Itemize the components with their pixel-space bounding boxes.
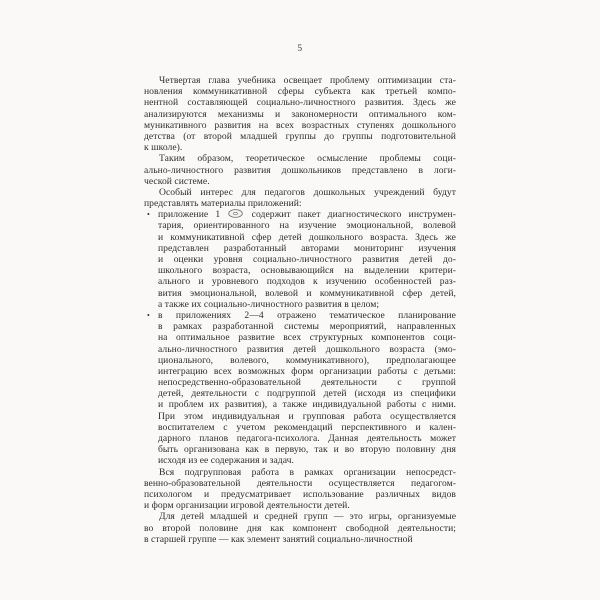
text-line: дарного планов педагога-психолога. Данная деятельность может: [158, 433, 456, 444]
text-line: а также их социально-личностного развития в целом;: [158, 298, 380, 310]
text-line: детей, деятельности с подгруппой детей (исходя из специфики: [158, 388, 456, 400]
text-line: школьного возраста, основывающийся на выделении критери-: [158, 265, 456, 277]
text-line: во второй половине дня как компонент свободной деятельности;: [144, 522, 456, 534]
bullet-marker-icon: •: [147, 210, 150, 220]
text-line: Для детей младшей и средней групп — это игры, организуемые: [159, 511, 456, 523]
text-line: Особый интерес для педагогов дошкольных учреждений будут: [159, 186, 456, 198]
text-line: вития эмоциональной, волевой и коммуникативной сфер детей,: [158, 287, 456, 299]
text-line: и оценки уровня социально-личностного развития детей до-: [158, 254, 456, 265]
text-line: нентной составляющей социально-личностного развития. Здесь же: [144, 97, 456, 109]
bullet-marker-icon: •: [147, 310, 150, 320]
text-line: ально-личностного развития детей дошкольного возраста (эмо-: [158, 343, 456, 355]
text-line: • в приложениях 2—4 отражено тематическое планирование: [147, 309, 456, 321]
text-line: и коммуникативной сфер детей дошкольного возраста. Здесь же: [158, 231, 456, 243]
text-line: быть организована как в первую, так и во вторую половину дня: [158, 444, 456, 456]
text-line: детства (от второй младшей группы до группы подготовительной: [144, 130, 456, 142]
page-text-block: [144, 75, 456, 545]
paragraph: [144, 153, 456, 187]
text-line: воспитателем с учетом рекомендаций перспективного и кален-: [158, 421, 456, 433]
text-line: Четвертая глава учебника освещает проблему оптимизации ста-: [159, 75, 456, 86]
text-line: и форм организации игровой деятельности детей.: [144, 500, 350, 512]
text-line: представлять материалы приложений:: [144, 198, 302, 210]
text-line: венно-образовательной деятельности осуществляется педагогом-: [144, 477, 456, 489]
paragraph: [144, 511, 456, 545]
text-line: ально-личностного развития дошкольников представлено в логи-: [144, 164, 456, 176]
text-line: ционального, волевого, коммуникативного), предполагающее: [158, 354, 456, 366]
text-line: непосредственно-образовательной деятельности с группой: [158, 377, 456, 389]
text-line: в старшей группе — как элемент занятий социально-личностной: [144, 533, 413, 545]
paragraph: [144, 187, 456, 209]
text-line: интеграцию всех возможных форм организации работы с детьми:: [158, 365, 456, 377]
paragraph: [144, 467, 456, 512]
text-line: муникативного развития на всех возрастных ступенях дошкольного: [144, 119, 456, 131]
text-line: • приложение 1 содержит пакет диагностического инструмен-: [147, 209, 456, 221]
text-line: в рамках разработанной системы мероприятий, направленных: [158, 321, 456, 333]
text-line: на оптимальное развитие всех структурных компонентов соци-: [158, 332, 456, 344]
text-line: Вся подгрупповая работа в рамках организации непосредст-: [159, 466, 456, 478]
text-line: При этом индивидуальная и групповая работа осуществляется: [158, 410, 456, 422]
text-line: представлен разработанный авторами мониторинг изучения: [158, 242, 456, 254]
text-line: и проблем их развития), а также индивидуальной работы с ними.: [158, 399, 456, 411]
bullet-item: [147, 309, 456, 467]
text-line: ческой системе.: [144, 175, 210, 187]
text-line: к школе).: [144, 142, 183, 154]
page-number: 5: [297, 44, 303, 54]
paragraph: [144, 75, 456, 153]
text-line: новления коммуникативной сферы субъекта как третьей компо-: [144, 86, 456, 98]
text-line: ального и уровневого подходов к изучению особенностей раз-: [158, 276, 456, 288]
bullet-item: [147, 209, 456, 310]
text-line: Таким образом, теоретическое осмысление проблемы соци-: [159, 153, 456, 165]
text-line: тария, ориентированного на изучение эмоциональной, волевой: [158, 220, 456, 232]
text-line: анализируются механизмы и закономерности оптимального ком-: [144, 108, 456, 120]
text-line: исходя из ее содержания и задач.: [158, 455, 294, 467]
cd-disc-icon: [228, 209, 243, 218]
text-line: психологом и предусматривает использование различных видов: [144, 488, 456, 500]
